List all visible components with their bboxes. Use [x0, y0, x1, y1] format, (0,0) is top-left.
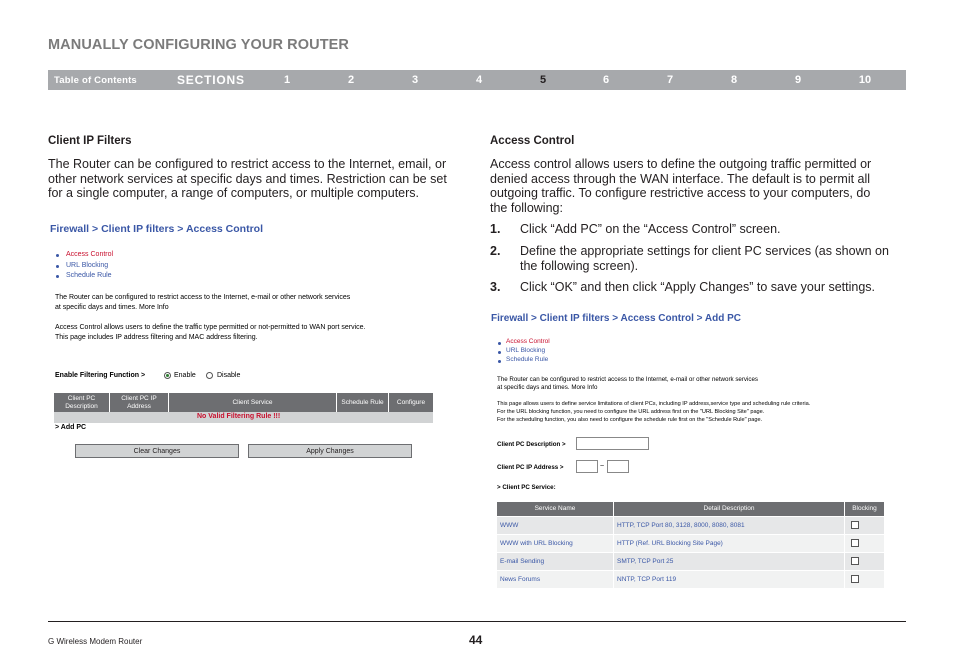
blocking-checkbox[interactable]: [851, 539, 859, 547]
page-title: MANUALLY CONFIGURING YOUR ROUTER: [48, 37, 350, 53]
step-number: 1.: [490, 222, 501, 236]
step-2: [490, 244, 910, 274]
section-4-link[interactable]: 4: [475, 74, 483, 86]
step-3: [490, 280, 910, 296]
section-7-link[interactable]: 7: [666, 74, 674, 86]
column-divider: [168, 393, 169, 412]
pc-ip-address-label: Client PC IP Address >: [497, 464, 564, 471]
pc-description-label: Client PC Description >: [497, 441, 566, 448]
blocking-checkbox[interactable]: [851, 575, 859, 583]
client-ip-filters-paragraph: [48, 157, 447, 201]
column-divider: [336, 393, 337, 412]
bullet-icon: [56, 265, 59, 268]
col-client-pc-ip: Client PC IP Address: [121, 395, 157, 410]
more-info-link[interactable]: More Info: [571, 384, 598, 391]
column-divider: [613, 502, 614, 516]
section-9-link[interactable]: 9: [794, 74, 802, 86]
column-divider: [844, 571, 845, 588]
service-name: E-mail Sending: [500, 558, 545, 565]
ip-range-end-input[interactable]: [607, 460, 629, 473]
col-detail-description: Detail Description: [703, 505, 755, 513]
enable-filtering-label: Enable Filtering Function >: [55, 372, 146, 379]
step-text: Click “OK” and then click “Apply Changes” to save your settings.: [520, 280, 876, 294]
access-control-heading: Access Control: [490, 135, 575, 147]
paragraph-line: for a single computer, a range of computers, or multiple computers.: [48, 186, 420, 200]
paragraph-line: other network services at specific days and times. Restriction can be set: [48, 171, 447, 186]
shot-description: This page allows users to define service limitations of client PCs, including IP address,service type and scheduling rule criteria.: [497, 401, 811, 407]
table-row: [497, 535, 884, 552]
ip-range-separator: ~: [600, 463, 605, 470]
table-row: [497, 553, 884, 570]
service-detail: NNTP, TCP Port 119: [617, 576, 677, 583]
service-name: WWW with URL Blocking: [500, 540, 573, 547]
schedule-rule-link[interactable]: Schedule Rule: [66, 272, 112, 279]
shot-breadcrumb-title: Firewall > Client IP filters > Access Control: [50, 223, 263, 235]
bullet-icon: [56, 254, 59, 257]
column-divider: [613, 535, 614, 552]
col-client-service: Client Service: [232, 398, 273, 406]
enable-radio[interactable]: [164, 372, 171, 379]
service-detail: SMTP, TCP Port 25: [617, 558, 674, 565]
no-filtering-rule-message: No Valid Filtering Rule !!!: [197, 413, 281, 420]
paragraph-line: denied access through the WAN interface. The default is to permit all: [490, 171, 871, 186]
access-control-link[interactable]: Access Control: [506, 338, 550, 345]
column-divider: [388, 393, 389, 412]
step-text: Click “Add PC” on the “Access Control” screen.: [520, 222, 781, 236]
shot-description: For the URL blocking function, you need to configure the URL address first on the "URL Blocking Site" page.: [497, 409, 765, 415]
section-8-link[interactable]: 8: [730, 74, 738, 86]
column-divider: [844, 517, 845, 534]
access-control-link[interactable]: Access Control: [66, 251, 114, 258]
section-10-link[interactable]: 10: [858, 74, 872, 86]
table-of-contents-link[interactable]: Table of Contents: [54, 75, 137, 86]
col-schedule-rule: Schedule Rule: [341, 398, 384, 406]
service-detail: HTTP (Ref. URL Blocking Site Page): [617, 540, 723, 547]
service-name: WWW: [500, 522, 519, 529]
add-pc-link[interactable]: > Add PC: [55, 424, 87, 431]
service-name: News Forums: [500, 576, 541, 583]
blocking-checkbox[interactable]: [851, 557, 859, 565]
step-1: [490, 222, 910, 238]
schedule-rule-link[interactable]: Schedule Rule: [506, 356, 549, 363]
shot-description-text: at specific days and times.: [55, 304, 138, 311]
col-client-pc-description: Client PC Description: [65, 395, 98, 410]
service-detail: HTTP, TCP Port 80, 3128, 8000, 8080, 8081: [617, 522, 745, 529]
sections-label: SECTIONS: [177, 73, 245, 87]
shot-description: The Router can be configured to restrict access to the Internet, e-mail or other network services: [55, 294, 351, 301]
paragraph-line: Access control allows users to define the outgoing traffic permitted or: [490, 157, 872, 171]
step-number: 3.: [490, 280, 501, 294]
paragraph-line: The Router can be configured to restrict access to the Internet, email, or: [48, 157, 447, 171]
shot-description: [55, 304, 169, 311]
shot-description: For the scheduling function, you also need to configure the schedule rule first on the "Schedule Rule" page.: [497, 417, 763, 423]
clear-changes-button[interactable]: Clear Changes: [75, 444, 239, 458]
col-configure: Configure: [396, 398, 426, 406]
col-blocking: Blocking: [852, 505, 877, 513]
access-control-paragraph: [490, 157, 871, 215]
blocking-checkbox[interactable]: [851, 521, 859, 529]
shot-description: This page includes IP address filtering and MAC address filtering.: [55, 334, 258, 341]
section-5-link[interactable]: 5: [539, 74, 547, 86]
bullet-icon: [498, 342, 501, 345]
column-divider: [844, 535, 845, 552]
column-divider: [613, 553, 614, 570]
shot-description: Access Control allows users to define the traffic type permitted or not-permitted to WAN port service.: [55, 324, 366, 331]
step-text-line: Define the appropriate settings for client PC services (as shown on: [520, 244, 889, 258]
section-3-link[interactable]: 3: [411, 74, 419, 86]
column-divider: [109, 393, 110, 412]
shot-breadcrumb-title: Firewall > Client IP filters > Access Control > Add PC: [491, 313, 741, 324]
pc-description-input[interactable]: [576, 437, 649, 450]
shot-description: [497, 384, 597, 391]
url-blocking-link[interactable]: URL Blocking: [66, 262, 109, 269]
section-nav-bar: [48, 70, 906, 90]
disable-label: Disable: [217, 372, 241, 379]
column-divider: [844, 553, 845, 570]
client-pc-service-label: > Client PC Service:: [497, 484, 556, 491]
section-2-link[interactable]: 2: [347, 74, 355, 86]
enable-label: Enable: [174, 372, 196, 379]
more-info-link[interactable]: More Info: [139, 304, 169, 311]
paragraph-line: outgoing traffic. To configure restrictive access to your computers, do: [490, 186, 871, 200]
step-text: [520, 244, 889, 273]
bullet-icon: [498, 360, 501, 363]
footer-product-name: G Wireless Modem Router: [48, 637, 143, 646]
client-ip-filters-heading: Client IP Filters: [48, 135, 132, 147]
column-divider: [844, 502, 845, 516]
disable-radio[interactable]: [206, 372, 213, 379]
table-row: [497, 517, 884, 534]
paragraph-line: the following:: [490, 200, 563, 215]
shot-description-text: at specific days and times.: [497, 384, 570, 391]
footer-divider: [48, 621, 906, 622]
bullet-icon: [498, 351, 501, 354]
ip-range-start-input[interactable]: [576, 460, 598, 473]
column-divider: [613, 517, 614, 534]
section-6-link[interactable]: 6: [602, 74, 610, 86]
table-row: [497, 571, 884, 588]
apply-changes-button[interactable]: Apply Changes: [248, 444, 412, 458]
url-blocking-link[interactable]: URL Blocking: [506, 347, 546, 354]
col-service-name: Service Name: [534, 505, 576, 513]
page-number: 44: [469, 633, 483, 647]
shot-description: The Router can be configured to restrict access to the Internet, e-mail or other network services: [497, 376, 759, 383]
section-1-link[interactable]: 1: [283, 74, 291, 86]
step-text-line: the following screen).: [520, 258, 639, 273]
step-number: 2.: [490, 244, 501, 258]
bullet-icon: [56, 275, 59, 278]
column-divider: [613, 571, 614, 588]
